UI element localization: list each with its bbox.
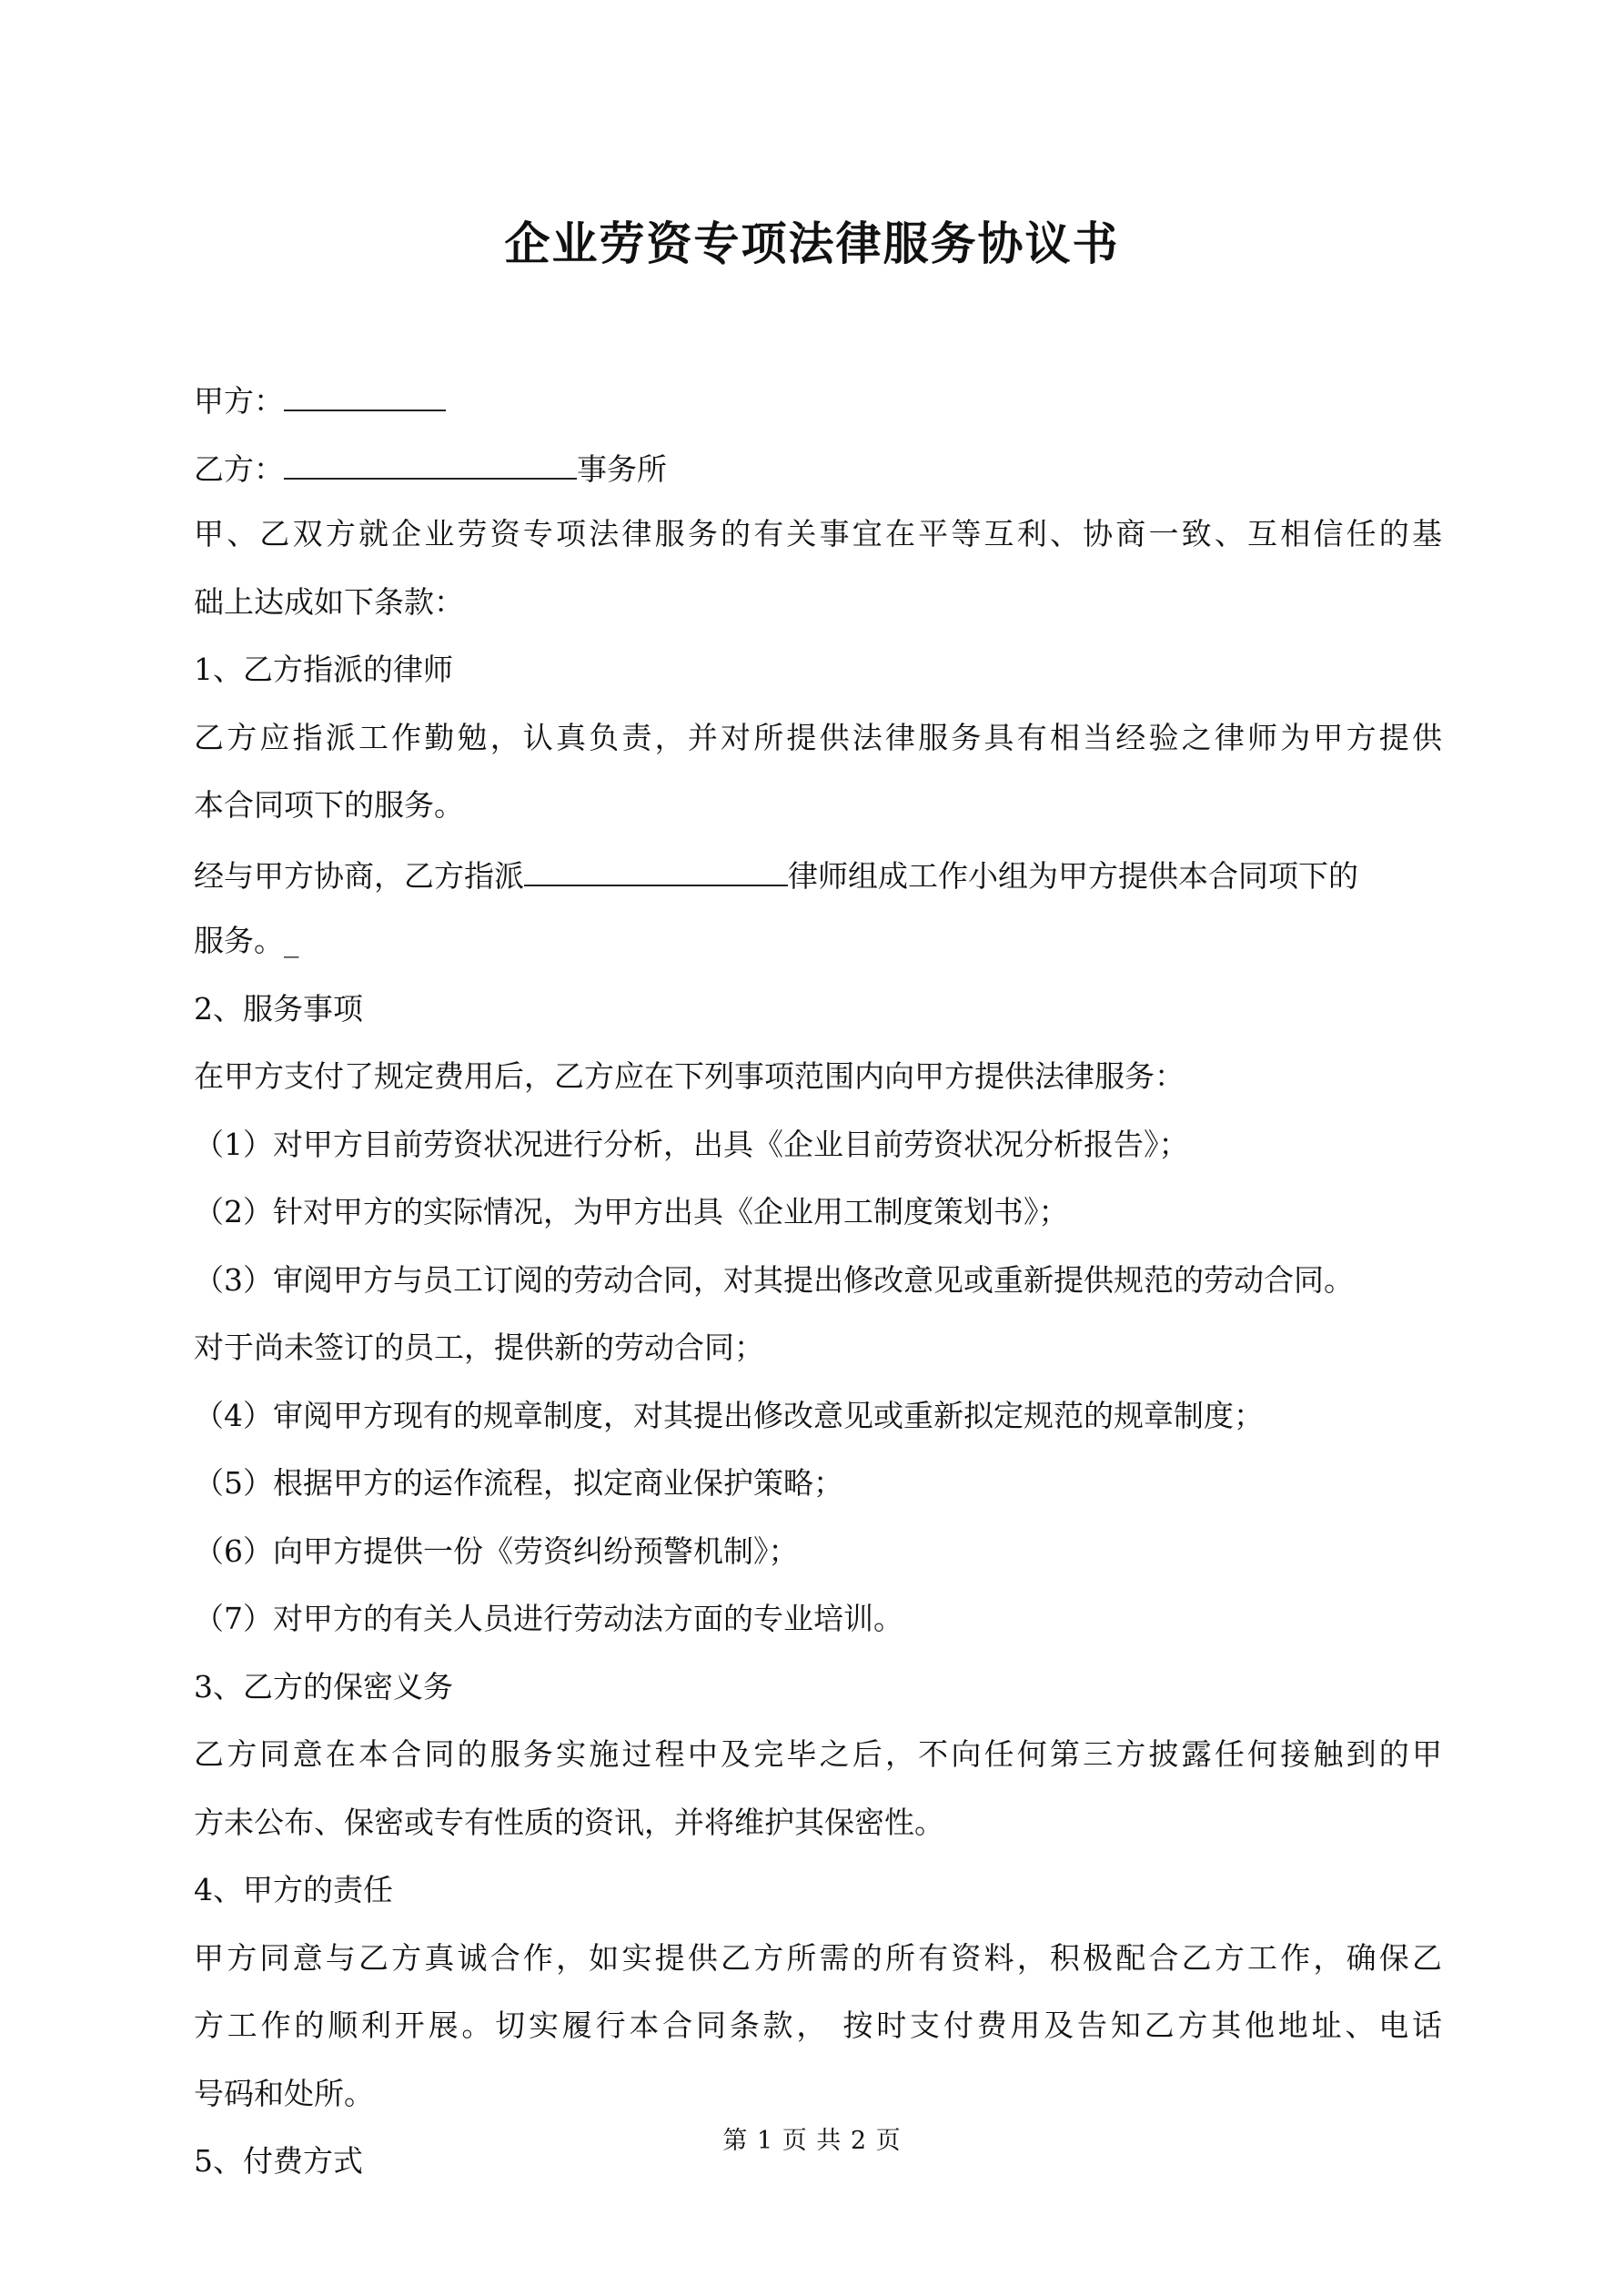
document-title: 企业劳资专项法律服务协议书 [504, 217, 1120, 270]
section-1-para-1-line-2: 本合同项下的服务。 [194, 787, 464, 823]
section-5-heading: 5、付费方式 [194, 2143, 363, 2179]
section-3-line-1: 乙方同意在本合同的服务实施过程中及完毕之后，不向任何第三方披露任何接触到的甲 [194, 1736, 1442, 1772]
party-a-line [194, 382, 1442, 450]
section-1-heading: 1、乙方指派的律师 [194, 652, 453, 687]
party-b-label: 乙方： [194, 450, 284, 487]
section-2-lead: 在甲方支付了规定费用后，乙方应在下列事项范围内向甲方提供法律服务： [194, 1058, 1185, 1094]
lawyer-assign-prefix: 经与甲方协商，乙方指派 [194, 857, 524, 894]
service-item-1: （1）对甲方目前劳资状况进行分析，出具《企业目前劳资状况分析报告》； [194, 1126, 1189, 1162]
lawyer-names-blank[interactable] [524, 857, 788, 886]
party-b-line [194, 450, 1442, 519]
party-b-suffix: 事务所 [577, 450, 667, 487]
section-1-para-1-line-1: 乙方应指派工作勤勉，认真负责，并对所提供法律服务具有相当经验之律师为甲方提供 [194, 719, 1442, 755]
intro-line-2: 础上达成如下条款： [194, 583, 464, 620]
document-body [194, 382, 1442, 2213]
section-1-para-2-line-1 [194, 857, 1442, 925]
service-item-5: （5）根据甲方的运作流程，拟定商业保护策略； [194, 1465, 843, 1501]
section-3-line-2: 方未公布、保密或专有性质的资讯，并将维护其保密性。 [194, 1804, 944, 1840]
section-1-para-2-line-2: 服务。_ [194, 923, 299, 958]
lawyer-assign-suffix: 律师组成工作小组为甲方提供本合同项下的 [788, 857, 1358, 894]
section-3-heading: 3、乙方的保密义务 [194, 1668, 453, 1704]
party-a-blank[interactable] [284, 382, 446, 411]
service-item-3: （3）审阅甲方与员工订阅的劳动合同，对其提出修改意见或重新提供规范的劳动合同。 [194, 1261, 1354, 1298]
section-2-heading: 2、服务事项 [194, 990, 363, 1027]
section-4-heading: 4、甲方的责任 [194, 1872, 393, 1907]
service-item-6: （6）向甲方提供一份《劳资纠纷预警机制》； [194, 1532, 799, 1569]
page-number: 第 1 页 共 2 页 [722, 2127, 902, 2155]
section-4-line-2: 方工作的顺利开展。切实履行本合同条款， 按时支付费用及告知乙方其他地址、电话 [194, 2008, 1442, 2043]
service-item-2: （2）针对甲方的实际情况，为甲方出具《企业用工制度策划书》； [194, 1194, 1069, 1229]
section-4-line-3: 号码和处所。 [194, 2075, 374, 2111]
party-a-label: 甲方： [194, 383, 284, 419]
service-item-4: （4）审阅甲方现有的规章制度，对其提出修改意见或重新拟定规范的规章制度； [194, 1397, 1264, 1433]
intro-line-1: 甲、乙双方就企业劳资专项法律服务的有关事宜在平等互利、协商一致、互相信任的基 [194, 516, 1442, 551]
service-item-7: （7）对甲方的有关人员进行劳动法方面的专业培训。 [194, 1601, 903, 1636]
party-b-blank[interactable] [284, 450, 577, 480]
service-item-3-cont: 对于尚未签订的员工，提供新的劳动合同； [194, 1330, 764, 1365]
section-4-line-1: 甲方同意与乙方真诚合作，如实提供乙方所需的所有资料，积极配合乙方工作，确保乙 [194, 1939, 1442, 1976]
